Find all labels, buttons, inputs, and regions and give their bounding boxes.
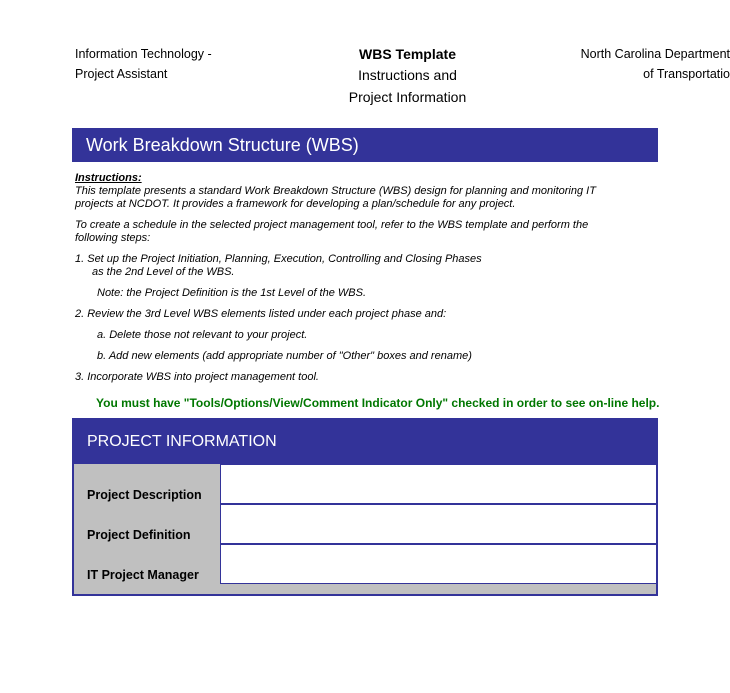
help-note: You must have "Tools/Options/View/Comment Indicator Only" checked in order to see on-line help. xyxy=(96,396,660,410)
step-1-note: Note: the Project Definition is the 1st Level of the WBS. xyxy=(97,287,367,299)
org-line-2: Project Assistant xyxy=(75,67,168,81)
project-description-field[interactable] xyxy=(220,464,656,504)
step-2: 2. Review the 3rd Level WBS elements listed under each project phase and: xyxy=(75,308,447,320)
step-2b: b. Add new elements (add appropriate number of "Other" boxes and rename) xyxy=(97,350,472,362)
project-information-table xyxy=(72,418,658,596)
instructions-heading: Instructions: xyxy=(75,172,142,184)
project-definition-field[interactable] xyxy=(220,504,656,544)
table-row xyxy=(74,464,656,504)
step-1: 1. Set up the Project Initiation, Planning, Execution, Controlling and Closing Phases xyxy=(75,253,482,265)
step-2a: a. Delete those not relevant to your project. xyxy=(97,329,308,341)
document-title: WBS Template xyxy=(359,46,456,62)
department-line-2: of Transportatio xyxy=(643,67,730,81)
project-definition-label: Project Definition xyxy=(74,504,220,544)
project-description-label: Project Description xyxy=(74,464,220,504)
table-row xyxy=(74,504,656,544)
step-1-continued: as the 2nd Level of the WBS. xyxy=(92,266,235,278)
it-project-manager-field[interactable] xyxy=(220,544,656,584)
document-subtitle-1: Instructions and xyxy=(358,67,457,83)
it-project-manager-label: IT Project Manager xyxy=(74,544,220,584)
instructions xyxy=(75,172,675,384)
org-line-1: Information Technology - xyxy=(75,47,212,61)
project-information-title: PROJECT INFORMATION xyxy=(74,420,656,464)
step-3: 3. Incorporate WBS into project management tool. xyxy=(75,371,319,383)
department-name xyxy=(530,44,730,84)
instructions-text: To create a schedule in the selected project management tool, refer to the WBS template and perform the xyxy=(75,219,589,231)
instructions-text: This template presents a standard Work Breakdown Structure (WBS) design for planning and monitoring IT xyxy=(75,185,596,197)
document-subtitle-2: Project Information xyxy=(348,89,467,105)
department-line-1: North Carolina Department xyxy=(580,47,730,61)
table-row xyxy=(74,544,656,584)
instructions-text: projects at NCDOT. It provides a framework for developing a plan/schedule for any project. xyxy=(75,198,516,210)
wbs-section-title: Work Breakdown Structure (WBS) xyxy=(72,128,658,162)
instructions-text: following steps: xyxy=(75,232,151,244)
